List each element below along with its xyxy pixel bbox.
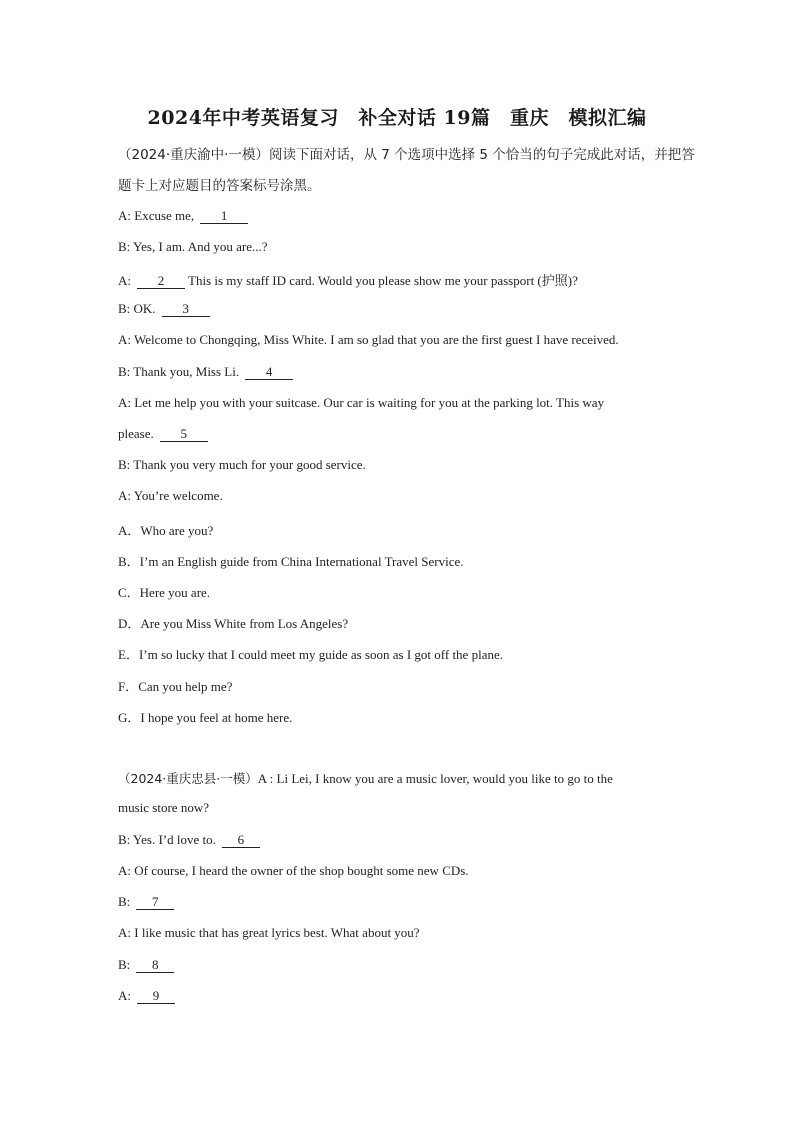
answer-blank[interactable]: 2 bbox=[137, 274, 185, 289]
option-f: F．Can you help me? bbox=[118, 679, 233, 694]
dialogue-line: A: Welcome to Chongqing, Miss White. I am so glad that you are the first guest I have received. bbox=[118, 332, 619, 347]
option-g: G．I hope you feel at home here. bbox=[118, 710, 293, 725]
dialogue-line bbox=[118, 957, 174, 973]
section2-intro bbox=[118, 769, 613, 787]
answer-blank[interactable]: 6 bbox=[222, 833, 260, 848]
line-text: A: bbox=[118, 273, 131, 288]
line-text: A: Excuse me, bbox=[118, 208, 195, 223]
dialogue-line bbox=[118, 988, 175, 1004]
line-text: A : Li Lei, I know you are a music lover, would you like to go to the bbox=[257, 771, 613, 786]
line-text: A: bbox=[118, 988, 131, 1003]
option-a: A．Who are you? bbox=[118, 523, 214, 538]
dialogue-line: A: You’re welcome. bbox=[118, 488, 223, 503]
line-text: B: Yes. I’d love to. bbox=[118, 832, 216, 847]
answer-blank[interactable]: 3 bbox=[162, 302, 210, 317]
dialogue-line: A: Of course, I heard the owner of the shop bought some new CDs. bbox=[118, 863, 469, 878]
line-text: B: bbox=[118, 957, 131, 972]
document-title: 2024年中考英语复习 补全对话 19篇 重庆 模拟汇编 bbox=[147, 107, 647, 129]
answer-blank[interactable]: 5 bbox=[160, 427, 208, 442]
dialogue-line bbox=[118, 301, 210, 317]
dialogue-line bbox=[118, 894, 174, 910]
option-e: E．I’m so lucky that I could meet my guide as soon as I got off the plane. bbox=[118, 647, 503, 662]
line-text: This is my staff ID card. Would you please show me your passport (护照)? bbox=[188, 273, 578, 288]
answer-blank[interactable]: 8 bbox=[136, 958, 174, 973]
line-text: please. bbox=[118, 426, 154, 441]
dialogue-line bbox=[118, 832, 260, 848]
option-c: C．Here you are. bbox=[118, 585, 211, 600]
dialogue-line bbox=[118, 426, 208, 442]
section2-source: （2024·重庆忠县·一模） bbox=[118, 771, 258, 786]
dialogue-line: B: Yes, I am. And you are...? bbox=[118, 239, 268, 254]
answer-blank[interactable]: 4 bbox=[245, 365, 293, 380]
answer-blank[interactable]: 7 bbox=[136, 895, 174, 910]
option-b: B．I’m an English guide from China International Travel Service. bbox=[118, 554, 464, 569]
line-text: B: OK. bbox=[118, 301, 156, 316]
dialogue-line: A: I like music that has great lyrics best. What about you? bbox=[118, 925, 420, 940]
answer-blank[interactable]: 9 bbox=[137, 989, 175, 1004]
dialogue-line: A: Let me help you with your suitcase. Our car is waiting for you at the parking lot. This way bbox=[118, 395, 605, 410]
dialogue-line bbox=[118, 270, 578, 289]
dialogue-line bbox=[118, 364, 293, 380]
option-d: D．Are you Miss White from Los Angeles? bbox=[118, 616, 349, 631]
answer-blank[interactable]: 1 bbox=[200, 209, 248, 224]
line-text: B: bbox=[118, 894, 131, 909]
dialogue-line bbox=[118, 208, 248, 224]
dialogue-line: B: Thank you very much for your good service. bbox=[118, 457, 366, 472]
dialogue-line: music store now? bbox=[118, 800, 209, 815]
section1-intro: （2024·重庆渝中·一模）阅读下面对话，从 7 个选项中选择 5 个恰当的句子完成此对话，并把答题卡上对应题目的答案标号涂黑。 bbox=[118, 147, 695, 194]
line-text: B: Thank you, Miss Li. bbox=[118, 364, 240, 379]
